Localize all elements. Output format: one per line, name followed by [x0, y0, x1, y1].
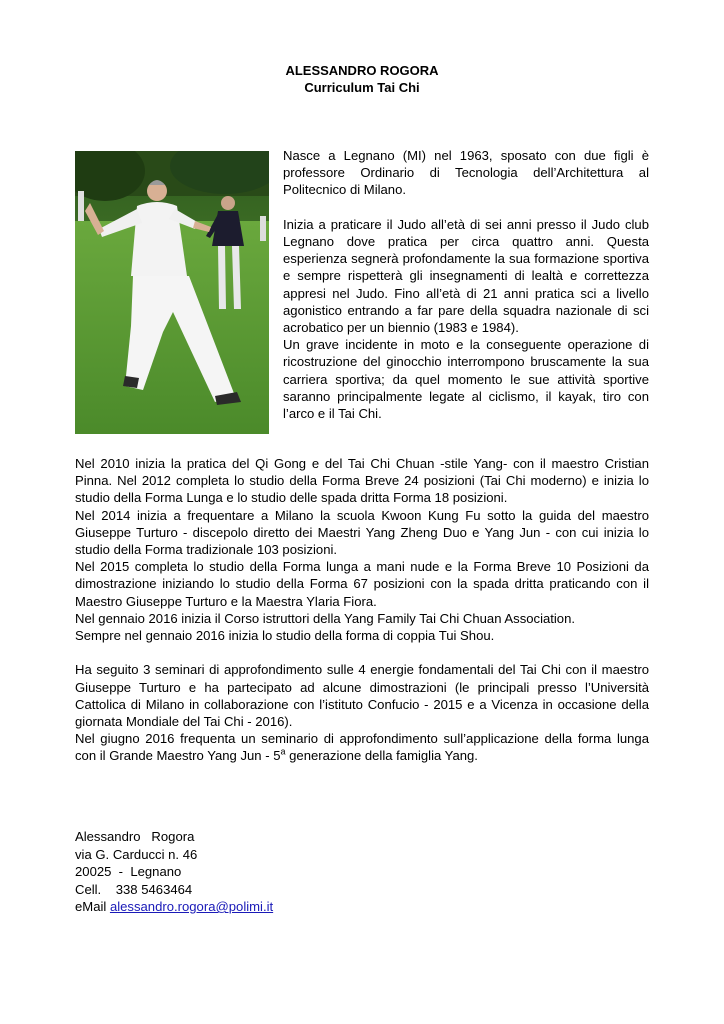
email-link[interactable]: alessandro.rogora@polimi.it	[109, 899, 274, 914]
body-paragraph: Nel gennaio 2016 inizia il Corso istruttori della Yang Family Tai Chi Chuan Association.	[75, 610, 576, 626]
document-subtitle: Curriculum Tai Chi	[304, 80, 420, 95]
email-label: eMail	[75, 899, 110, 914]
superscript: a	[280, 747, 286, 758]
contact-block	[75, 828, 273, 916]
body-paragraph: Nel 2015 completa lo studio della Forma lunga a mani nude e la Forma Breve 10 Posizioni da dimostrazione iniziando lo studio della Forma 67 posizioni con la spada dritta praticando con il Maestro Giuseppe Turturo e la Maestra Ylaria Fiora.	[75, 559, 649, 609]
body-paragraph: Nel 2014 inizia a frequentare a Milano la scuola Kwoon Kung Fu sotto la guida del maestro Giuseppe Turturo - discepolo diretto dei Maestri Yang Zheng Duo e Yang Jun - con cui inizia lo studio della Forma tradizionale 103 posizioni.	[75, 507, 649, 558]
intro-paragraph: Nasce a Legnano (MI) nel 1963, sposato con due figli è professore Ordinario di Tecnologia dell’Architettura al Politecnico di Milano.	[283, 148, 649, 198]
intro-paragraph: Un grave incidente in moto e la conseguente operazione di ricostruzione del ginocchio interrompono bruscamente la sua carriera sportiva; da quel momento le sue attività sportive saranno principalmente legate al ciclismo, il kayak, tiro con l’arco e il Tai Chi.	[283, 337, 649, 422]
contact-city: 20025 - Legnano	[75, 864, 182, 879]
body-paragraph: Sempre nel gennaio 2016 inizia lo studio della forma di coppia Tui Shou.	[75, 628, 495, 644]
document-header	[0, 62, 724, 96]
contact-email-line	[75, 898, 273, 916]
contact-name: Alessandro Rogora	[75, 829, 195, 844]
body-paragraph: Nel 2010 inizia la pratica del Qi Gong e del Tai Chi Chuan -stile Yang- con il maestro Cristian Pinna. Nel 2012 completa lo studio della Forma Breve 24 posizioni (Tai Chi moderno) e inizia lo studio della Forma Lunga e lo studio delle spada dritta Forma 18 posizioni.	[75, 456, 649, 506]
body-text-fragment: generazione della famiglia Yang.	[285, 748, 478, 764]
contact-street: via G. Carducci n. 46	[75, 846, 198, 862]
document-title: ALESSANDRO ROGORA	[285, 63, 439, 78]
body-paragraph	[75, 730, 649, 764]
intro-paragraph: Inizia a praticare il Judo all’età di sei anni presso il Judo club Legnano dove pratica per circa quattro anni. Questa esperienza segnerà profondamente la sua formazione sportiva e sempre rispetterà gli insegnamenti di lealtà e correttezza appresi nel Judo. Fino all’età di 21 anni pratica sci a livello agonistico entrando a far pare della squadra nazionale di sci acrobatico per un biennio (1983 e 1984).	[283, 216, 649, 336]
contact-phone: Cell. 338 5463464	[75, 881, 193, 897]
body-text-fragment: Nel giugno 2016 frequenta un seminario di approfondimento sull’applicazione della forma lunga con il Grande Maestro Yang Jun - 5	[75, 731, 649, 764]
main-section	[75, 455, 649, 765]
body-paragraph: Ha seguito 3 seminari di approfondimento sulle 4 energie fondamentali del Tai Chi con il maestro Giuseppe Turturo e ha partecipato ad alcune dimostrazioni (le principali presso l’Università Cattolica di Milano in collaborazione con l’istituto Confucio - 2015 e a Vicenza in occasione della giornata Mondiale del Tai Chi - 2016).	[75, 662, 649, 730]
person-photo-icon	[75, 151, 269, 434]
intro-section	[283, 147, 649, 422]
